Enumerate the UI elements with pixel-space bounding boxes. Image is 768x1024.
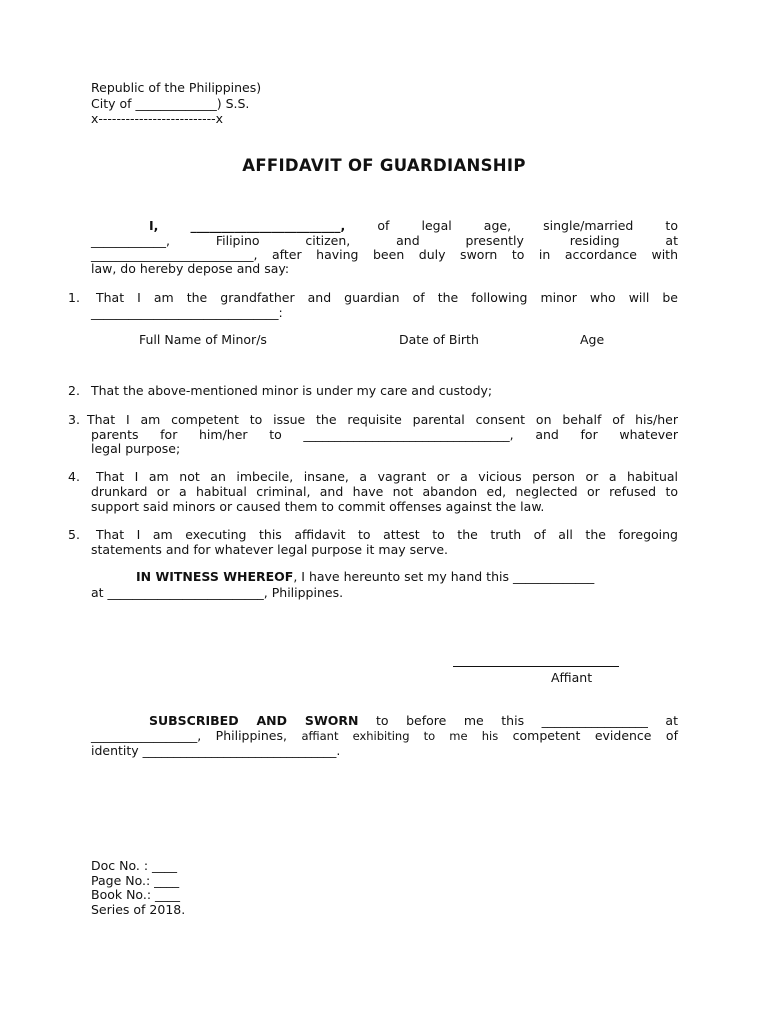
intro-line-3: __________________________, after having been duly sworn to in accordance with xyxy=(91,247,678,262)
item-5-number: 5. xyxy=(68,527,80,542)
affiant-signature-line xyxy=(453,666,619,667)
witness-bold: IN WITNESS WHEREOF xyxy=(136,569,294,584)
venue-republic: Republic of the Philippines) xyxy=(91,80,262,95)
item-5-line-1: That I am executing this affidavit to attest to the truth of all the foregoing xyxy=(96,527,678,542)
intro-affiant-word: I, ________________________, xyxy=(149,218,346,233)
intro-line-1 xyxy=(149,218,678,233)
affiant-label: Affiant xyxy=(551,670,593,685)
item-2-number: 2. xyxy=(68,383,80,398)
item-3-line-3: legal purpose; xyxy=(91,441,181,456)
venue-city: City of _____________) S.S. xyxy=(91,96,250,111)
document-title: AFFIDAVIT OF GUARDIANSHIP xyxy=(242,156,526,175)
item-5-line-2: statements and for whatever legal purpose it may serve. xyxy=(91,542,449,557)
book-no: Book No.: ____ xyxy=(91,887,181,902)
item-2-line-1: That the above-mentioned minor is under my care and custody; xyxy=(91,383,493,398)
venue-divider: x--------------------------x xyxy=(91,111,224,126)
item-1-number: 1. xyxy=(68,290,80,305)
jurat-line-1 xyxy=(149,713,678,728)
minor-age-header: Age xyxy=(580,332,605,347)
witness-line-1 xyxy=(136,569,594,584)
item-3-number: 3. xyxy=(68,412,80,427)
item-4-number: 4. xyxy=(68,469,80,484)
item-3-line-2: parents for him/her to _________________________________, and for whatever xyxy=(91,427,678,442)
doc-no: Doc No. : ____ xyxy=(91,858,178,873)
item-4-line-3: support said minors or caused them to commit offenses against the law. xyxy=(91,499,545,514)
jurat-line-2-a: _________________, Philippines, xyxy=(91,728,287,743)
witness-line-1-rest: , I have hereunto set my hand this _____________ xyxy=(293,569,595,584)
jurat-line-2-b: affiant exhibiting to me his xyxy=(301,729,499,743)
item-4-line-2: drunkard or a habitual criminal, and have not abandon ed, neglected or refused to xyxy=(91,484,678,499)
jurat-bold: SUBSCRIBED AND SWORN xyxy=(149,713,359,728)
series-year: Series of 2018. xyxy=(91,902,186,917)
witness-line-2: at _________________________, Philippines. xyxy=(91,585,344,600)
item-1-line-1: That I am the grandfather and guardian of the following minor who will be xyxy=(96,290,678,305)
item-3-line-1: That I am competent to issue the requisite parental consent on behalf of his/her xyxy=(87,412,678,427)
intro-line-4: law, do hereby depose and say: xyxy=(91,261,290,276)
jurat-line-2-c: competent evidence of xyxy=(512,728,678,743)
jurat-line-1-rest: to before me this _________________ at xyxy=(376,713,678,728)
jurat-line-2 xyxy=(91,728,678,744)
page-no: Page No.: ____ xyxy=(91,873,180,888)
minor-dob-header: Date of Birth xyxy=(399,332,479,347)
item-4-line-1: That I am not an imbecile, insane, a vagrant or a vicious person or a habitual xyxy=(96,469,678,484)
intro-line-1-rest: of legal age, single/married to xyxy=(377,218,678,233)
intro-line-2: ____________, Filipino citizen, and presently residing at xyxy=(91,233,678,248)
item-1-line-2: ______________________________: xyxy=(91,305,283,320)
jurat-line-3: identity _______________________________. xyxy=(91,743,341,758)
minor-name-header: Full Name of Minor/s xyxy=(139,332,267,347)
